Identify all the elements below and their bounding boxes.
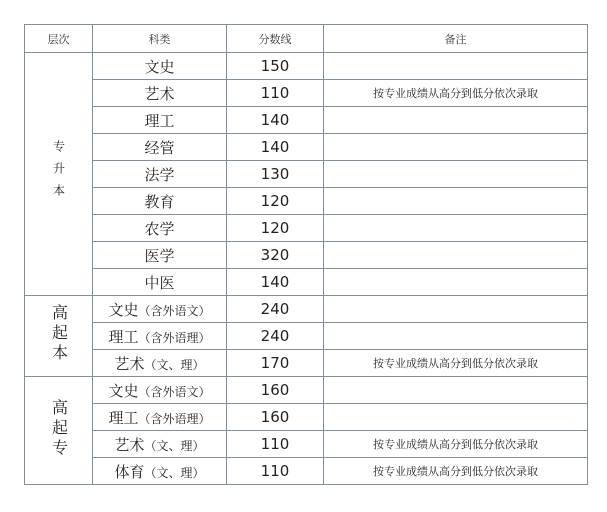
score-cell: 110 — [227, 80, 324, 107]
type-sub-label: （文、理） — [144, 438, 205, 453]
score-cell: 110 — [227, 458, 324, 485]
type-cell — [93, 134, 227, 161]
level-cell — [25, 53, 93, 296]
type-main-label: 艺术 — [144, 84, 175, 103]
type-cell — [93, 404, 227, 431]
type-main-label: 理工 — [144, 111, 175, 130]
type-main-label: 文史 — [144, 57, 175, 76]
note-cell — [324, 53, 588, 80]
score-cell: 120 — [227, 215, 324, 242]
table-row — [25, 323, 588, 350]
type-sub-label: （文、理） — [144, 357, 205, 372]
header-level: 层次 — [25, 25, 93, 53]
table-row — [25, 215, 588, 242]
type-main-label: 艺术 — [114, 435, 145, 454]
type-sub-label: （含外语理） — [138, 411, 211, 426]
score-cell: 240 — [227, 323, 324, 350]
score-cell: 150 — [227, 53, 324, 80]
type-cell — [93, 323, 227, 350]
table-row — [25, 161, 588, 188]
level-label: 专升本 — [51, 139, 66, 206]
header-row — [25, 25, 588, 53]
type-cell — [93, 188, 227, 215]
type-sub-label: （文、理） — [144, 465, 205, 480]
level-cell — [25, 296, 93, 377]
type-main-label: 理工 — [108, 327, 139, 346]
score-cell: 160 — [227, 404, 324, 431]
note-cell: 按专业成绩从高分到低分依次录取 — [324, 350, 588, 377]
note-cell — [324, 188, 588, 215]
type-main-label: 体育 — [114, 462, 145, 481]
score-cell: 140 — [227, 269, 324, 296]
table-row — [25, 80, 588, 107]
note-cell — [324, 107, 588, 134]
header-score: 分数线 — [227, 25, 324, 53]
note-cell — [324, 404, 588, 431]
level-cell — [25, 377, 93, 485]
type-sub-label: （含外语文） — [138, 384, 211, 399]
note-cell — [324, 242, 588, 269]
type-main-label: 农学 — [144, 219, 175, 238]
table-row — [25, 296, 588, 323]
score-cell: 130 — [227, 161, 324, 188]
table-row — [25, 134, 588, 161]
score-cell: 240 — [227, 296, 324, 323]
score-cell: 140 — [227, 134, 324, 161]
type-main-label: 中医 — [144, 273, 175, 292]
type-main-label: 文史 — [108, 300, 139, 319]
table-body — [25, 53, 588, 485]
type-cell — [93, 458, 227, 485]
score-cell: 120 — [227, 188, 324, 215]
type-main-label: 医学 — [144, 246, 175, 265]
type-sub-label: （含外语文） — [138, 303, 211, 318]
note-cell — [324, 323, 588, 350]
type-cell — [93, 215, 227, 242]
header-type: 科类 — [93, 25, 227, 53]
note-cell — [324, 377, 588, 404]
score-cell: 170 — [227, 350, 324, 377]
header-note: 备注 — [324, 25, 588, 53]
type-main-label: 教育 — [144, 192, 175, 211]
table-row — [25, 350, 588, 377]
type-main-label: 法学 — [144, 165, 175, 184]
table-row — [25, 107, 588, 134]
type-cell — [93, 242, 227, 269]
table-row — [25, 242, 588, 269]
type-main-label: 艺术 — [114, 354, 145, 373]
table-row — [25, 404, 588, 431]
type-sub-label: （含外语理） — [138, 330, 211, 345]
note-cell: 按专业成绩从高分到低分依次录取 — [324, 431, 588, 458]
type-main-label: 文史 — [108, 381, 139, 400]
table-row — [25, 53, 588, 80]
table-row — [25, 269, 588, 296]
note-cell: 按专业成绩从高分到低分依次录取 — [324, 80, 588, 107]
table-row — [25, 188, 588, 215]
type-cell — [93, 161, 227, 188]
type-main-label: 理工 — [108, 408, 139, 427]
type-cell — [93, 431, 227, 458]
type-cell — [93, 53, 227, 80]
table-row — [25, 377, 588, 404]
note-cell: 按专业成绩从高分到低分依次录取 — [324, 458, 588, 485]
type-cell — [93, 269, 227, 296]
note-cell — [324, 215, 588, 242]
table-header — [25, 25, 588, 53]
type-cell — [93, 296, 227, 323]
type-cell — [93, 80, 227, 107]
table-row — [25, 458, 588, 485]
type-cell — [93, 377, 227, 404]
table-row — [25, 431, 588, 458]
score-cell: 160 — [227, 377, 324, 404]
score-cell: 110 — [227, 431, 324, 458]
note-cell — [324, 269, 588, 296]
note-cell — [324, 134, 588, 161]
score-cell: 320 — [227, 242, 324, 269]
note-cell — [324, 296, 588, 323]
score-line-table — [24, 24, 588, 485]
type-cell — [93, 107, 227, 134]
score-cell: 140 — [227, 107, 324, 134]
level-label: 高起本 — [49, 304, 69, 364]
level-label: 高起专 — [49, 398, 69, 459]
type-cell — [93, 350, 227, 377]
type-main-label: 经管 — [144, 138, 175, 157]
note-cell — [324, 161, 588, 188]
